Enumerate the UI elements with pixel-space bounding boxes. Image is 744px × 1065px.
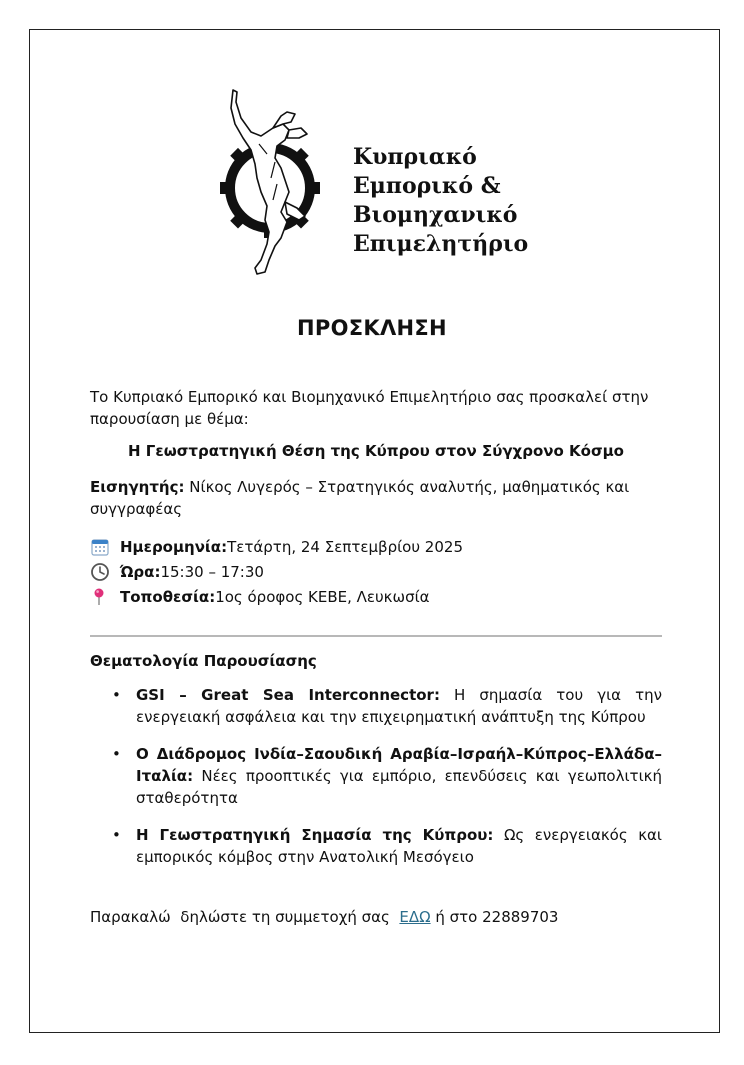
date-row [90,534,662,559]
location-row [90,584,662,609]
list-item-title: Η Γεωστρατηγική Σημασία της Κύπρου: [136,826,494,844]
location-value: 1ος όροφος ΚΕΒΕ, Λευκωσία [215,587,430,606]
org-name-line: Επιμελητήριο [353,231,529,257]
org-name-line: Κυπριακό [353,144,477,170]
time-value: 15:30 – 17:30 [160,562,264,581]
location-label: Τοποθεσία: [120,587,216,606]
org-name [353,143,528,259]
rsvp-suffix: ή στο 22889703 [430,908,559,926]
time-label: Ώρα: [120,562,161,581]
clock-icon [90,562,112,582]
list-item-title: Ο Διάδρομος Ινδία–Σαουδική Αραβία–Ισραήλ–Κύπρος–Ελλάδα–Ιταλία: [136,745,662,785]
topics-heading: Θεματολογία Παρουσίασης [90,652,317,670]
date-value: Τετάρτη, 24 Σεπτεμβρίου 2025 [227,537,463,556]
event-details [90,534,662,609]
time-row [90,559,662,584]
presentation-topic: Η Γεωστρατηγική Θέση της Κύπρου στον Σύγχρονο Κόσμο [128,442,624,460]
list-item-text: Νέες προοπτικές για εμπόριο, επενδύσεις και γεωπολιτική σταθερότητα [136,767,662,807]
invitation-title: ΠΡΟΣΚΛΗΣΗ [297,316,447,340]
list-item-text: Ως ενεργειακός και εμπορικός κόμβος στην Ανατολική Μεσόγειο [136,826,662,866]
org-name-line: Βιομηχανικό [353,202,518,228]
list-item [112,743,662,809]
calendar-icon [90,537,112,557]
rsvp-link[interactable]: ΕΔΩ [399,908,431,926]
pin-icon [90,587,112,607]
bullet-icon: • [112,745,121,763]
intro-paragraph: Το Κυπριακό Εμπορικό και Βιομηχανικό Επιμελητήριο σας προσκαλεί στην παρουσίαση με θέμα: [90,388,649,428]
section-divider [90,635,662,637]
list-item-text: Η σημασία του για την ενεργειακή ασφάλεια και την επιχειρηματική ανάπτυξη της Κύπρου [136,686,662,726]
rsvp-line [90,908,558,926]
org-name-line: Εμπορικό & [353,173,501,199]
bullet-icon: • [112,686,121,704]
list-item [112,824,662,868]
rsvp-prefix: Παρακαλώ δηλώστε τη συμμετοχή σας [90,908,400,926]
list-item-title: GSI – Great Sea Interconnector: [136,686,440,704]
topics-list [112,684,662,868]
speaker-value: Νίκος Λυγερός – Στρατηγικός αναλυτής, μαθηματικός και συγγραφέας [90,478,630,518]
mercury-gear-logo-icon [215,88,340,278]
bullet-icon: • [112,826,121,844]
date-label: Ημερομηνία: [120,537,228,556]
speaker-label: Εισηγητής: [90,478,185,496]
list-item [112,684,662,728]
org-logo [215,88,545,278]
speaker-line [90,476,662,520]
